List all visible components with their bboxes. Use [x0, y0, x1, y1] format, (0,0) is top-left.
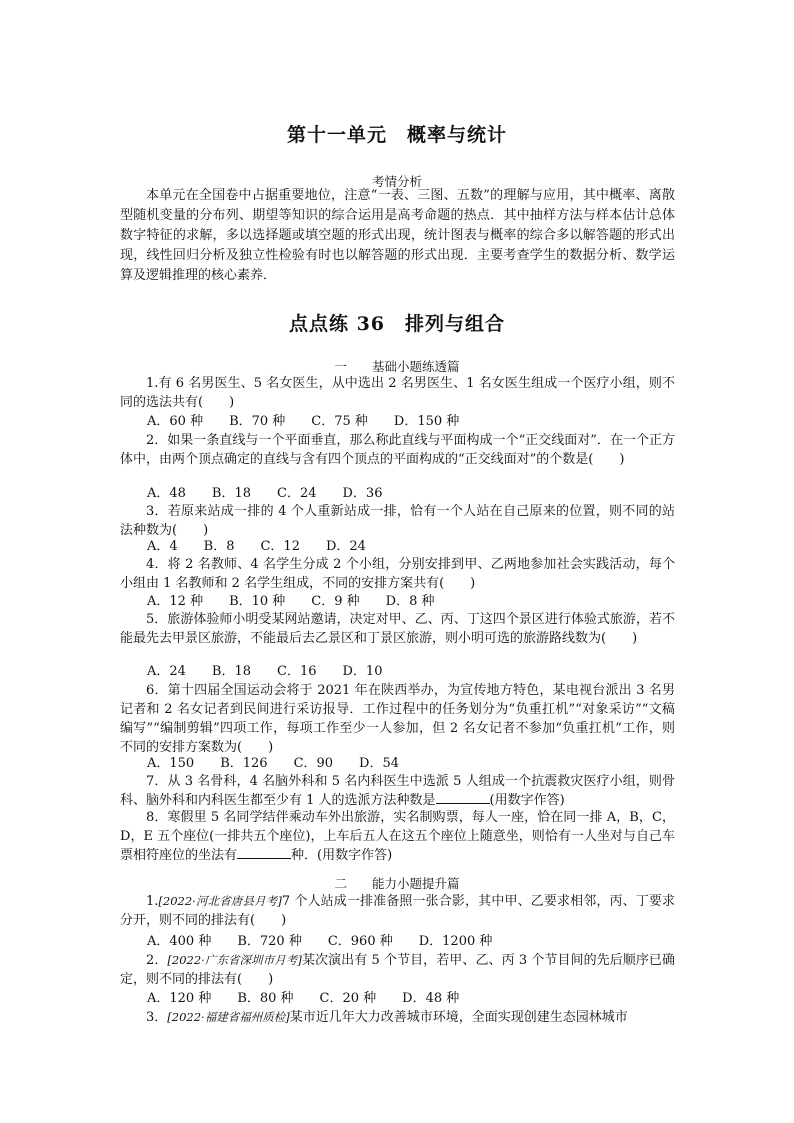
problem-2-text: 某次演出有 5 个节目，若甲、乙、丙 3 个节目间的先后顺序已确定，则不同的排法有( ) [120, 953, 675, 987]
problem-1: 1.[2022·河北省唐县月考]7 个人站成一排准备照一张合影，其中甲、乙要求相邻，丙、丁要求分开，则不同的排法有( ) [120, 894, 675, 928]
unit-title: 第十一单元 概率与统计 [286, 124, 507, 146]
question-6: 6．第十四届全国运动会将于 2021 年在陕西举办，为宣传地方特色，某电视台派出 3 名男记者和 2 名女记者到民间进行采访报导．工作过程中的任务划分为“负重扛机”“对象采访”“文稿编写”“编制剪辑”四项工作，每项工作至少一人参加，但 2 名女记者不参加“负重扛机”工作，则不同的安排方案数为( ) [120, 683, 675, 755]
problem-3-source: [2022·福建省福州质检] [167, 1010, 290, 1024]
problem-3-text: 某市近几年大力改善城市环境，全面实现创建生态园林城市 [289, 1010, 628, 1025]
question-8 [120, 808, 675, 865]
question-2: 2．如果一条直线与一个平面垂直，那么称此直线与平面构成一个“正交线面对”．在一个正方体中，由两个顶点确定的直线与含有四个顶点的平面构成的“正交线面对”的个数是( ) [120, 433, 675, 467]
problem-1-source: [2022·河北省唐县月考] [158, 894, 282, 908]
problem-1-text: 7 个人站成一排准备照一张合影，其中甲、乙要求相邻，丙、丁要求分开，则不同的排法有( ) [120, 894, 675, 928]
analysis-title: 考情分析 [371, 174, 422, 189]
question-4: 4．将 2 名教师、4 名学生分成 2 个小组，分别安排到甲、乙两地参加社会实践活动，每个小组由 1 名教师和 2 名学生组成，不同的安排方案共有( ) [120, 557, 675, 591]
question-7 [120, 772, 675, 810]
question-7-suffix: (用数字作答) [489, 793, 565, 808]
question-2-options: A．48 B．18 C．24 D．36 [147, 486, 383, 501]
question-6-options: A．150 B．126 C．90 D．54 [147, 756, 400, 771]
problem-2-source: [2022·广东省深圳市月考] [167, 953, 302, 967]
section-heading-basic: 一 基础小题练透篇 [334, 359, 460, 374]
problem-1-options: A．400 种 B．720 种 C．960 种 D．1200 种 [147, 934, 493, 949]
question-5-options: A．24 B．18 C．16 D．10 [147, 664, 383, 679]
question-8-text: 8．寒假里 5 名同学结伴乘动车外出旅游，实名制购票，每人一座，恰在同一排 A，B，C，D，E 五个座位(一排共五个座位)，上车后五人在这五个座位上随意坐，则恰有一人坐对与自己车票相符座位的坐法有 [120, 810, 675, 863]
question-7-text: 7．从 3 名骨科，4 名脑外科和 5 名内科医生中选派 5 人组成一个抗震救灾医疗小组，则骨科、脑外科和内科医生都至少有 1 人的选派方法种数是 [120, 774, 675, 808]
question-1: 1.有 6 名男医生、5 名女医生，从中选出 2 名男医生、1 名女医生组成一个医疗小组，则不同的选法共有( ) [120, 376, 675, 410]
question-1-options: A．60 种 B．70 种 C．75 种 D．150 种 [147, 414, 460, 429]
question-4-options: A．12 种 B．10 种 C．9 种 D．8 种 [147, 594, 435, 609]
section-heading-advanced: 二 能力小题提升篇 [334, 876, 460, 891]
answer-blank [436, 791, 490, 804]
question-3-options: A．4 B．8 C．12 D．24 [147, 539, 366, 554]
question-3: 3．若原来站成一排的 4 个人重新站成一排，恰有一个人站在自己原来的位置，则不同的站法种数为( ) [120, 504, 675, 538]
problem-3: 3．[2022·福建省福州质检]某市近几年大力改善城市环境，全面实现创建生态园林城市 [146, 1010, 628, 1025]
question-8-suffix: 种．(用数字作答) [291, 848, 393, 863]
lesson-title: 点点练 36 排列与组合 [288, 313, 506, 335]
problem-2: 2．[2022·广东省深圳市月考]某次演出有 5 个节目，若甲、乙、丙 3 个节目间的先后顺序已确定，则不同的排法有( ) [120, 953, 675, 987]
problem-2-options: A．120 种 B．80 种 C．20 种 D．48 种 [147, 991, 460, 1006]
answer-blank [237, 846, 291, 859]
question-5: 5．旅游体验师小明受某网站邀请，决定对甲、乙、丙、丁这四个景区进行体验式旅游，若不能最先去甲景区旅游，不能最后去乙景区和丁景区旅游，则小明可选的旅游路线数为( ) [120, 612, 675, 646]
analysis-paragraph: 本单元在全国卷中占据重要地位，注意“一表、三图、五数”的理解与应用，其中概率、离散型随机变量的分布列、期望等知识的综合运用是高考命题的热点．其中抽样方法与样本估计总体数字特征的求解，多以选择题或填空题的形式出现，统计图表与概率的综合多以解答题的形式出现，线性回归分析及独立性检验有时也以解答题的形式出现．主要考查学生的数据分析、数学运算及逻辑推理的核心素养． [120, 188, 675, 283]
